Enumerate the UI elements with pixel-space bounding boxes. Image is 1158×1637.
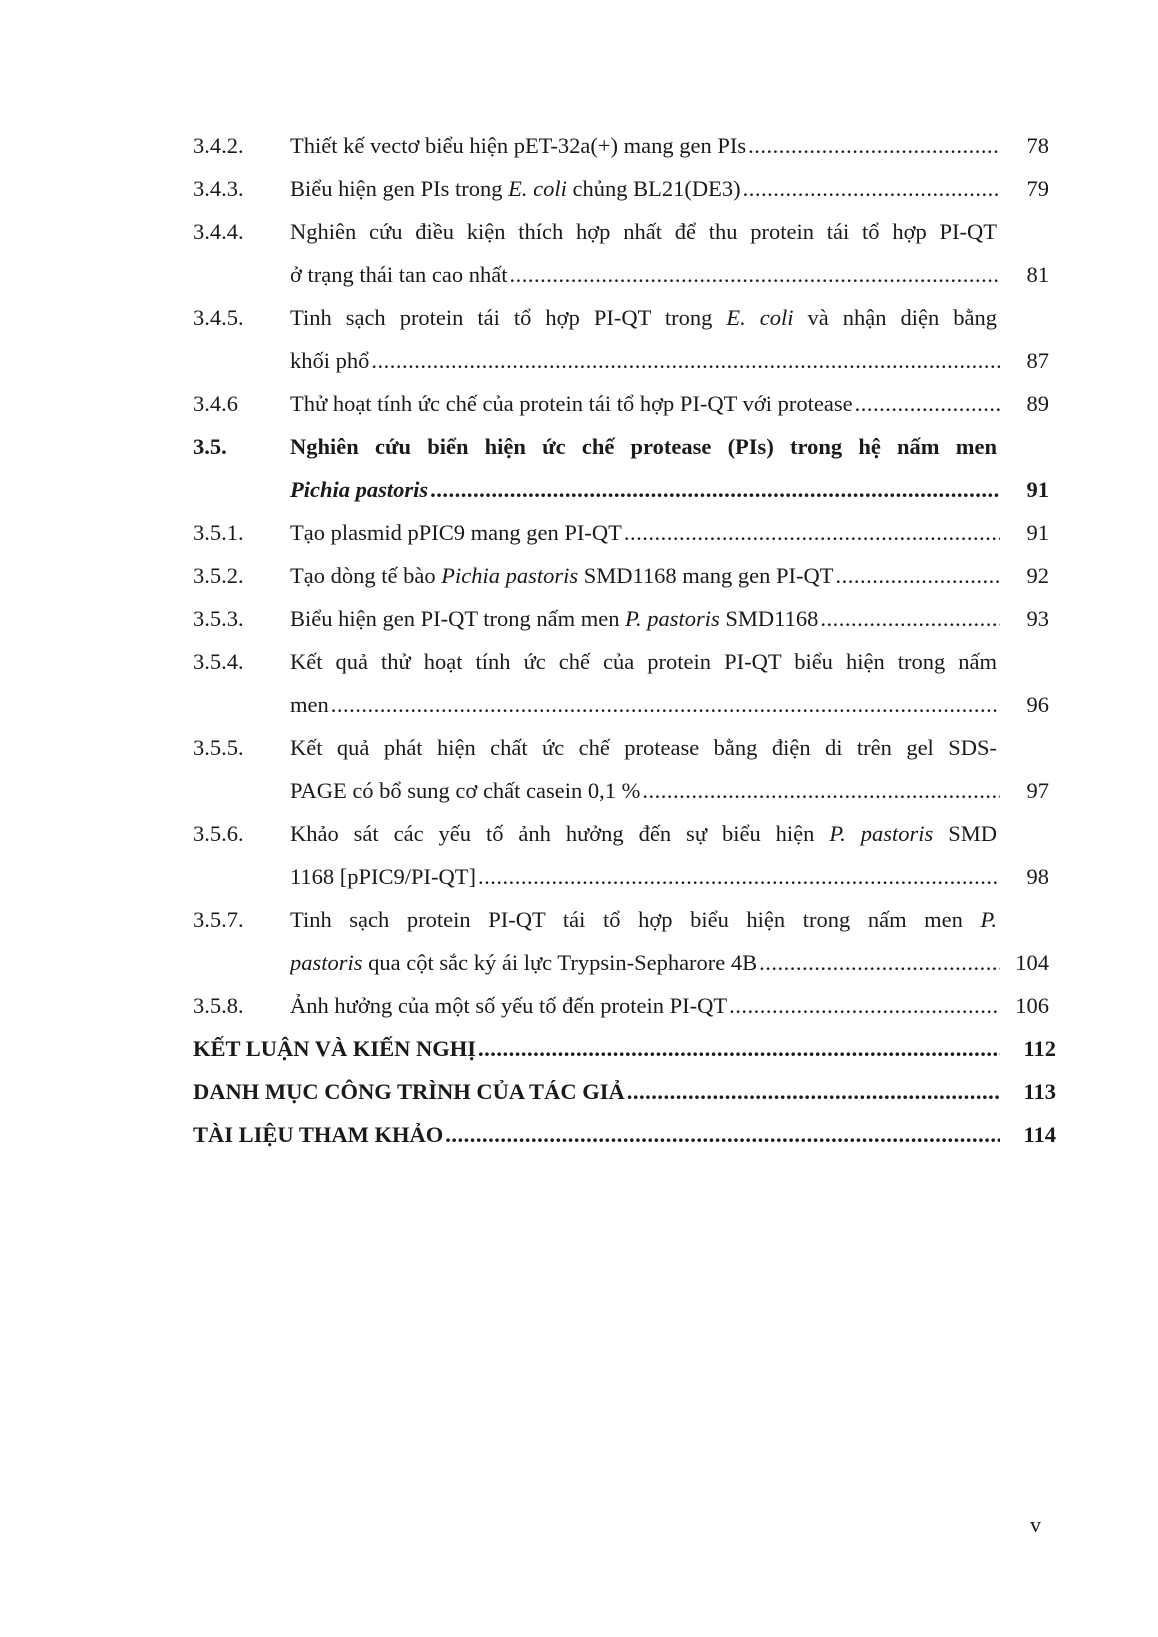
toc-entry-continuation[interactable] [0,859,1158,895]
toc-entry-title: Khảo sát các yếu tố ảnh hưởng đến sự biểu hiện P. pastoris SMD [290,821,997,846]
toc-entry-title: Kết quả thử hoạt tính ức chế của protein PI-QT biểu hiện trong nấm [290,649,997,674]
toc-entry-continuation[interactable] [0,257,1158,293]
toc-entry[interactable] [0,902,1158,938]
toc-entry[interactable] [0,644,1158,680]
toc-entry-title: Ảnh hưởng của một số yếu tố đến protein PI-QT [290,993,728,1018]
toc-entry-continuation[interactable] [0,687,1158,723]
toc-entry-title: Tinh sạch protein tái tổ hợp PI-QT trong E. coli và nhận diện bằng [290,305,997,330]
toc-entry-number: 3.5.7. [193,907,244,932]
toc-entry[interactable] [0,988,1158,1024]
toc-entry-page: 81 [1026,262,1049,287]
toc-entry-title: Kết quả phát hiện chất ức chế protease bằng điện di trên gel SDS- [290,735,997,760]
toc-entry-title-cont: Pichia pastoris [290,477,429,502]
toc-top-entry-title: TÀI LIỆU THAM KHẢO [193,1122,444,1147]
toc-entry-number: 3.5.6. [193,821,244,846]
toc-top-entry-references[interactable] [0,1117,1158,1153]
toc-entry-page: 96 [1026,692,1049,717]
toc-top-entry-page: 114 [1023,1122,1056,1147]
toc-entry[interactable] [0,171,1158,207]
toc-entry-number: 3.4.2. [193,133,244,158]
toc-entry-title: Tạo dòng tế bào Pichia pastoris SMD1168 mang gen PI-QT [290,563,834,588]
toc-entry[interactable] [0,386,1158,422]
toc-entry-continuation[interactable] [0,773,1158,809]
toc-entry[interactable] [0,558,1158,594]
toc-entry-page: 97 [1026,778,1049,803]
toc-entry-page: 78 [1026,133,1049,158]
toc-entry-number: 3.4.5. [193,305,244,330]
toc-entry-number: 3.5.1. [193,520,244,545]
toc-entry-number: 3.5. [193,434,227,459]
toc-entry-title-cont: PAGE có bổ sung cơ chất casein 0,1 % [290,778,641,803]
toc-entry-title: Thiết kế vectơ biểu hiện pET-32a(+) mang gen PIs [290,133,747,158]
toc-entry-page: 91 [1026,477,1049,502]
toc-section-continuation[interactable] [0,472,1158,508]
toc-entry-title-cont: khối phổ [290,348,370,373]
toc-entry-title: Biểu hiện gen PI-QT trong nấm men P. pastoris SMD1168 [290,606,819,631]
toc-entry-title: Nghiên cứu điều kiện thích hợp nhất để thu protein tái tổ hợp PI-QT [290,219,997,244]
toc-entry[interactable] [0,816,1158,852]
toc-entry-number: 3.5.5. [193,735,244,760]
toc-entry-title: Nghiên cứu biển hiện ức chế protease (PIs) trong hệ nấm men [290,434,997,459]
toc-entry-page: 93 [1026,606,1049,631]
toc-top-entry-title: KẾT LUẬN VÀ KIẾN NGHỊ [193,1036,476,1061]
toc-entry-continuation[interactable] [0,945,1158,981]
toc-entry-number: 3.4.3. [193,176,244,201]
toc-entry[interactable] [0,300,1158,336]
toc-entry-page: 79 [1026,176,1049,201]
toc-entry[interactable] [0,515,1158,551]
toc-entry-number: 3.4.6 [193,391,238,416]
toc-entry-page: 98 [1026,864,1049,889]
toc-top-entry-publications[interactable] [0,1074,1158,1110]
toc-entry-number: 3.5.4. [193,649,244,674]
toc-top-entry-title: DANH MỤC CÔNG TRÌNH CỦA TÁC GIẢ [193,1079,625,1104]
toc-entry-page: 91 [1026,520,1049,545]
toc-entry-continuation[interactable] [0,343,1158,379]
toc-entry-title: Tinh sạch protein PI-QT tái tổ hợp biểu hiện trong nấm men P. [290,907,997,932]
toc-section[interactable] [0,429,1158,465]
toc-entry-page: 106 [1015,993,1049,1018]
toc-entry-number: 3.5.3. [193,606,244,631]
toc-entry-page: 104 [1015,950,1049,975]
toc-entry-title-cont: men [290,692,329,717]
toc-entry[interactable] [0,730,1158,766]
toc-entry-page: 92 [1026,563,1049,588]
toc-entry-title: Thử hoạt tính ức chế của protein tái tổ hợp PI-QT với protease [290,391,853,416]
toc-entry-number: 3.5.8. [193,993,244,1018]
page-number: v [1030,1512,1041,1537]
toc-top-entry-page: 112 [1023,1036,1056,1061]
toc-entry[interactable] [0,601,1158,637]
toc-entry-page: 89 [1026,391,1049,416]
toc-entry-number: 3.5.2. [193,563,244,588]
toc-entry-title-cont: ở trạng thái tan cao nhất [290,262,508,287]
toc-top-entry-conclusion[interactable] [0,1031,1158,1067]
toc-entry-title-cont: pastoris qua cột sắc ký ái lực Trypsin-Sepharore 4B [290,950,758,975]
toc-top-entry-page: 113 [1023,1079,1056,1104]
toc-entry[interactable] [0,214,1158,250]
toc-entry-title: Biểu hiện gen PIs trong E. coli chủng BL21(DE3) [290,176,741,201]
toc-entry-title: Tạo plasmid pPIC9 mang gen PI-QT [290,520,622,545]
toc-entry[interactable] [0,128,1158,164]
toc-entry-number: 3.4.4. [193,219,244,244]
toc-entry-title-cont: 1168 [pPIC9/PI-QT] [290,864,477,889]
toc-entry-page: 87 [1026,348,1049,373]
